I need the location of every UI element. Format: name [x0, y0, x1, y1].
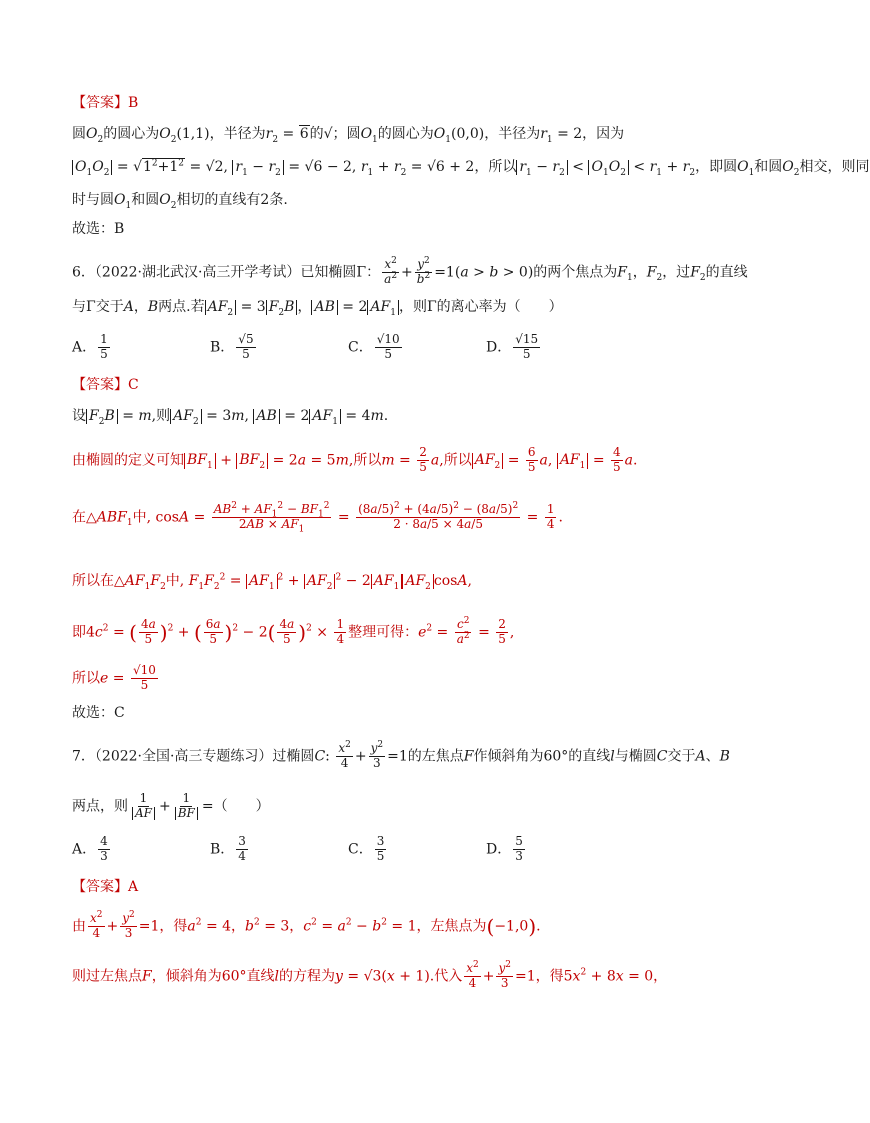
solution-5-line-2: $O_1O_2 = √1^2+1^2 = √2$, $r_1 - r_2 = √6 - 2$, $r_1 + r_2 = √6 + 2$，所以 $r_1 - r_2 < O_1O_2 < r_1 + r_2$，即圆$O_1$和圆$O_2$相交，则同: [72, 160, 870, 175]
solution-6-line-2: 由椭圆的定义可知 $BF_1 + BF_2 = 2a = 5m$,所以m = $\frac{2}{5}$ a,所以 $AF_2$ = $\frac{6}{5}$ a, $AF_1$ = $\frac{4}{5}$ a.: [72, 445, 638, 474]
answer-label-7: 【答案】A: [72, 879, 139, 895]
question-6-stem-line-2: 与Γ交于A，B两点.若 $AF_2 = 3$ $F_2B$ ， AB = 2 $AF_1$ ，则Γ的离心率为（ ）: [72, 299, 563, 318]
solution-7-line-2: 则过左焦点F，倾斜角为60°直线l的方程为y = √3(x + 1).代入 $\frac{x^2}{4}$ + $\frac{y^2}{3}$ =1，得$5x^2 + 8x = 0$，: [72, 960, 668, 990]
solution-6-line-5: 即$4c^2$ = ( $\frac{4a}{5}$ )$^2$ + ( $\frac{6a}{5}$ )$^2$ − 2( $\frac{4a}{5}$ )$^2$ × $\frac{1}{4}$ 整理可得：$e^2$ = $\frac{c^2}{a^2}$ = $\frac{2}{5}$ ,: [72, 616, 515, 646]
solution-6-line-6: 所以e = $\frac{√10}{5}$: [72, 663, 156, 692]
q7-option-d: D． $\frac{5}{3}$: [486, 834, 523, 863]
solution-5-line-1: 圆$O_2$的圆心为$O_2(1,1)$，半径为$r_2 = 6$的√；圆$O_1$的圆心为$O_1(0,0)$，半径为$r_1 = 2$，因为: [72, 126, 625, 145]
answer-label-5: 【答案】B: [72, 95, 139, 111]
question-7-stem-line-1: 7．（2022·全国·高三专题练习）过椭圆C: $\frac{x^2}{4}$ + $\frac{y^2}{3}$ =1的左焦点F作倾斜角为60°的直线l与椭圆C交于A、B: [72, 740, 730, 770]
solution-7-line-1: 由 $\frac{x^2}{4}$ + $\frac{y^2}{3}$ =1，得$a^2 = 4$，$b^2 = 3$，$c^2 = a^2 - b^2 = 1$，左焦点为(−1,0).: [72, 910, 541, 940]
answer-label-6: 【答案】C: [72, 377, 139, 393]
q7-option-b: B． $\frac{3}{4}$: [210, 834, 246, 863]
choice-6: 故选：C: [72, 705, 125, 721]
q6-option-d: D． $\frac{√15}{5}$: [486, 332, 539, 361]
solution-6-line-3: 在$\triangle ABF_1$中, cosA = $\frac{AB^2 + AF_1^2 - BF_1^2}{2AB \times AF_1}$ = $\frac{(8a/5)^2 + (4a/5)^2 - (8a/5)^2}{2 \cdot 8a/5 \times 4a/5}$ = $\frac{1}{4}$ .: [72, 501, 563, 535]
q6-option-c: C． $\frac{√10}{5}$: [348, 332, 400, 361]
question-7-stem-line-2: 两点，则 $\frac{1}{AF}$ + $\frac{1}{BF}$ =（ ）: [72, 791, 270, 820]
solution-5-line-3: 时与圆$O_1$和圆$O_2$相切的直线有2条.: [72, 192, 288, 211]
question-6-stem-line-1: 6．（2022·湖北武汉·高三开学考试）已知椭圆Γ： $\frac{x^2}{a^2}$ + $\frac{y^2}{b^2}$ =1(a > b > 0)的两个焦点为$F_1$，$F_2$，过$F_2$的直线: [72, 256, 748, 286]
solution-6-line-4: 所以在$\triangle AF_1F_2$中, $F_1F_2^2 = AF_1^2 + AF_2^2 - 2$ $AF_1$ $AF_2$ cosA,: [72, 572, 472, 592]
solution-6-line-1: 设 $F_2B = m$,则 $AF_2 = 3m$, AB = 2 $AF_1 = 4m$.: [72, 408, 389, 427]
q6-option-b: B． $\frac{√5}{5}$: [210, 332, 254, 361]
q6-option-a: A． $\frac{1}{5}$: [72, 332, 108, 361]
q7-option-a: A． $\frac{4}{3}$: [72, 834, 108, 863]
q7-option-c: C． $\frac{3}{5}$: [348, 834, 385, 863]
choice-5: 故选：B: [72, 221, 125, 237]
